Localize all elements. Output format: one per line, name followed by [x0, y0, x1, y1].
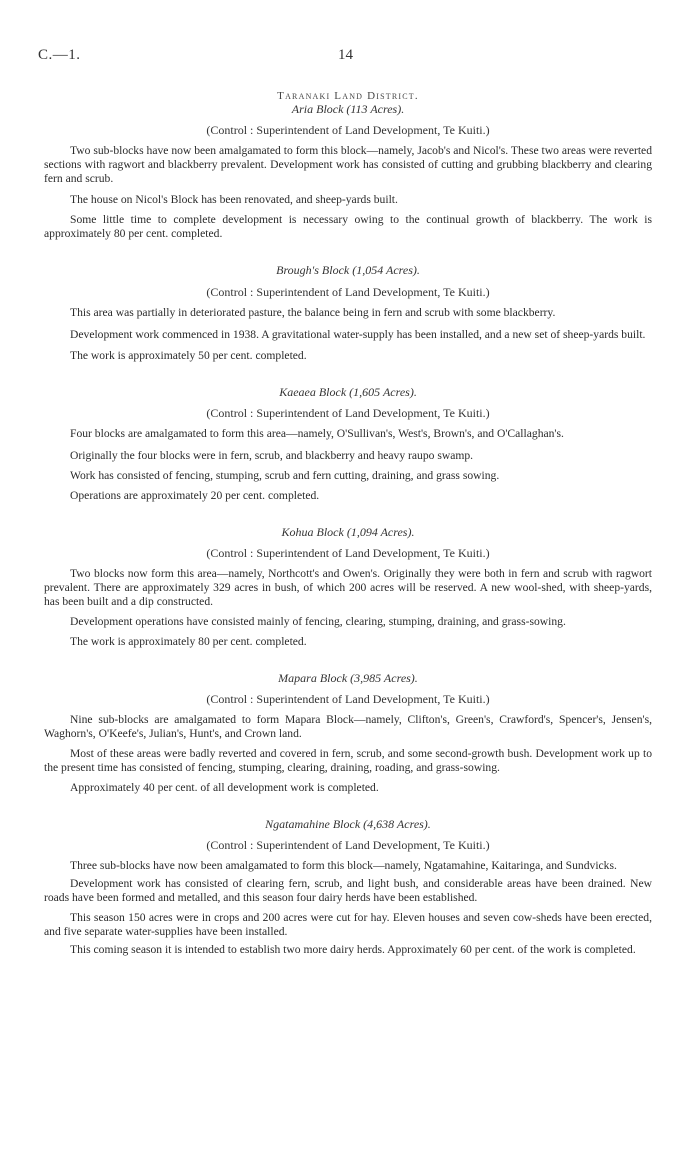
block-title: Brough's Block (1,054 Acres).: [276, 263, 420, 277]
section-code: C.—1.: [38, 47, 81, 63]
paragraph: The house on Nicol's Block has been renovated, and sheep-yards built.: [70, 193, 398, 206]
block-title: Ngatamahine Block (4,638 Acres).: [265, 817, 431, 831]
paragraph: Development work has consisted of clearing fern, scrub, and light bush, and considerable areas have been drained. New roads have been formed and metalled, and this season four dairy herds have been established.: [44, 877, 652, 904]
block-kaeaea: [44, 385, 652, 503]
paragraph: Some little time to complete development is necessary owing to the continual growth of blackberry. The work is approximately 80 per cent. completed.: [44, 213, 652, 240]
page-body: [44, 90, 652, 957]
block-control: (Control : Superintendent of Land Development, Te Kuiti.): [206, 406, 490, 420]
paragraph: This season 150 acres were in crops and 200 acres were cut for hay. Eleven houses and seven cow-sheds have been erected, and five separate water-supplies have been installed.: [44, 911, 652, 938]
paragraph: Development operations have consisted mainly of fencing, clearing, stumping, draining, and grass-sowing.: [70, 615, 566, 628]
block-control: (Control : Superintendent of Land Development, Te Kuiti.): [206, 838, 490, 852]
paragraph: Four blocks are amalgamated to form this area—namely, O'Sullivan's, West's, Brown's, and O'Callaghan's.: [70, 427, 564, 440]
paragraph: Two sub-blocks have now been amalgamated to form this block—namely, Jacob's and Nicol's. These two areas were reverted sections with ragwort and blackberry prevalent. Development work has consisted of cutting and grubbing blackberry and clearing fern and scrub.: [44, 144, 652, 185]
block-title: Kohua Block (1,094 Acres).: [281, 525, 415, 539]
block-title: Aria Block (113 Acres).: [291, 102, 405, 116]
block-ngatamahine: [44, 817, 652, 957]
paragraph: This coming season it is intended to establish two more dairy herds. Approximately 60 per cent. of the work is completed.: [70, 943, 636, 956]
block-title: Mapara Block (3,985 Acres).: [278, 671, 418, 685]
block-broughs: [44, 263, 652, 363]
block-mapara: [44, 671, 652, 795]
district-heading: Taranaki Land District.: [277, 90, 419, 102]
paragraph: Two blocks now form this area—namely, Northcott's and Owen's. Originally they were both in fern and scrub with ragwort prevalent. There are approximately 329 acres in bush, of which 200 acres will be reserved. A new wool-shed, with sheep-yards, has been built and a dip constructed.: [44, 567, 652, 608]
paragraph: Most of these areas were badly reverted and covered in fern, scrub, and some second-growth bush. Development work up to the present time has consisted of fencing, stumping, clearing, draining, roading, and grass-sowing.: [44, 747, 652, 774]
block-kohua: [44, 525, 652, 649]
paragraph: Approximately 40 per cent. of all development work is completed.: [70, 781, 379, 794]
paragraph: Work has consisted of fencing, stumping, scrub and fern cutting, draining, and grass sowing.: [70, 469, 500, 482]
block-aria: [44, 102, 652, 241]
block-control: (Control : Superintendent of Land Development, Te Kuiti.): [206, 692, 490, 706]
block-control: (Control : Superintendent of Land Development, Te Kuiti.): [206, 123, 490, 137]
block-control: (Control : Superintendent of Land Development, Te Kuiti.): [206, 285, 490, 299]
paragraph: The work is approximately 50 per cent. completed.: [70, 349, 307, 362]
paragraph: Development work commenced in 1938. A gravitational water-supply has been installed, and a new set of sheep-yards built.: [70, 328, 646, 341]
paragraph: Originally the four blocks were in fern, scrub, and blackberry and heavy raupo swamp.: [70, 449, 474, 462]
paragraph: Three sub-blocks have now been amalgamated to form this block—namely, Ngatamahine, Kaitaringa, and Sundvicks.: [70, 859, 617, 872]
paragraph: Nine sub-blocks are amalgamated to form Mapara Block—namely, Clifton's, Green's, Crawford's, Spencer's, Jensen's, Waghorn's, O'Keefe's, Julian's, Hunt's, and Crown land.: [44, 713, 652, 740]
block-control: (Control : Superintendent of Land Development, Te Kuiti.): [206, 546, 490, 560]
paragraph: Operations are approximately 20 per cent. completed.: [70, 489, 320, 502]
page-number: 14: [338, 47, 353, 63]
block-title: Kaeaea Block (1,605 Acres).: [279, 385, 417, 399]
paragraph: The work is approximately 80 per cent. completed.: [70, 635, 307, 648]
paragraph: This area was partially in deteriorated pasture, the balance being in fern and scrub with some blackberry.: [70, 306, 556, 319]
